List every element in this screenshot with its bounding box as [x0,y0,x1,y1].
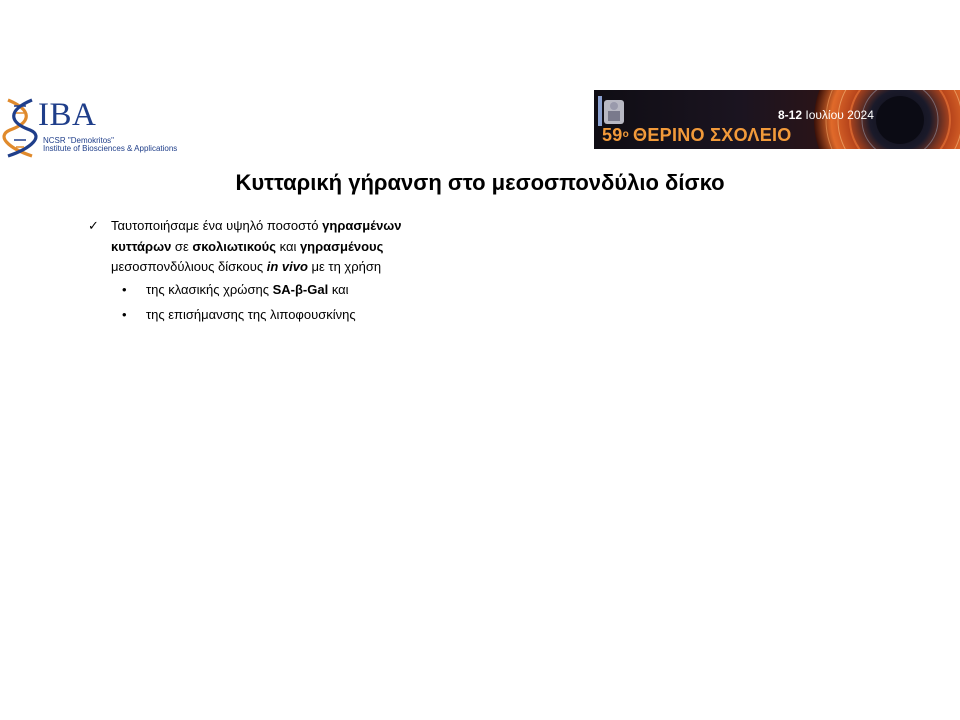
logo-wordmark: IBA [38,97,97,133]
bold-run: κυττάρων [111,238,172,254]
bold-run: γηρασμένων [322,218,402,233]
edition-number: 59 [602,125,623,145]
edition-suffix: ο [622,129,630,140]
text-run: μεσοσπονδύλιους δίσκους [111,259,267,274]
text-run: Ταυτοποιήσαμε ένα υψηλό ποσοστό [111,218,323,233]
bullet-dot-icon: • [122,282,127,297]
checkmark-icon: ✓ [88,219,99,234]
check-line-3 [111,257,471,278]
bullet-dot-icon: • [122,307,127,322]
text-run: και [275,238,300,254]
text-run: της κλασικής χρώσης [146,282,273,297]
logo-subtitle-line2: Institute of Biosciences & Applications [43,144,178,153]
democritus-emblem-icon [596,94,630,128]
school-name: ΘΕΡΙΝΟ ΣΧΟΛΕΙΟ [633,125,792,145]
iba-logo [2,96,182,160]
event-dates-month-year: Ιουλίου 2024 [802,108,874,122]
bold-run: SA-β-Gal [272,282,329,297]
bold-run: γηρασμένους [299,238,384,254]
check-bullet-text [111,216,471,278]
check-line-2 [111,237,471,258]
check-line-1 [111,216,471,237]
event-dates [778,108,874,122]
text-run: με τη χρήση [307,259,382,274]
bold-run: σκολιωτικούς [192,238,276,254]
dna-helix-icon [2,96,42,158]
text-run: της επισήμανσης της λιποφουσκίνης [146,307,356,322]
text-run: και [328,282,349,297]
text-run: σε [171,238,193,254]
school-title [602,125,792,146]
summer-school-banner [594,90,960,149]
bold-italic-run: in vivo [266,259,308,274]
logo-subtitle-line1: NCSR "Demokritos" [43,136,115,145]
event-dates-days: 8-12 [778,108,803,122]
slide-title: Κυτταρική γήρανση στο μεσοσπονδύλιο δίσκο [235,170,725,195]
sub-bullet-item [122,280,349,300]
sub-bullet-item [122,305,356,325]
